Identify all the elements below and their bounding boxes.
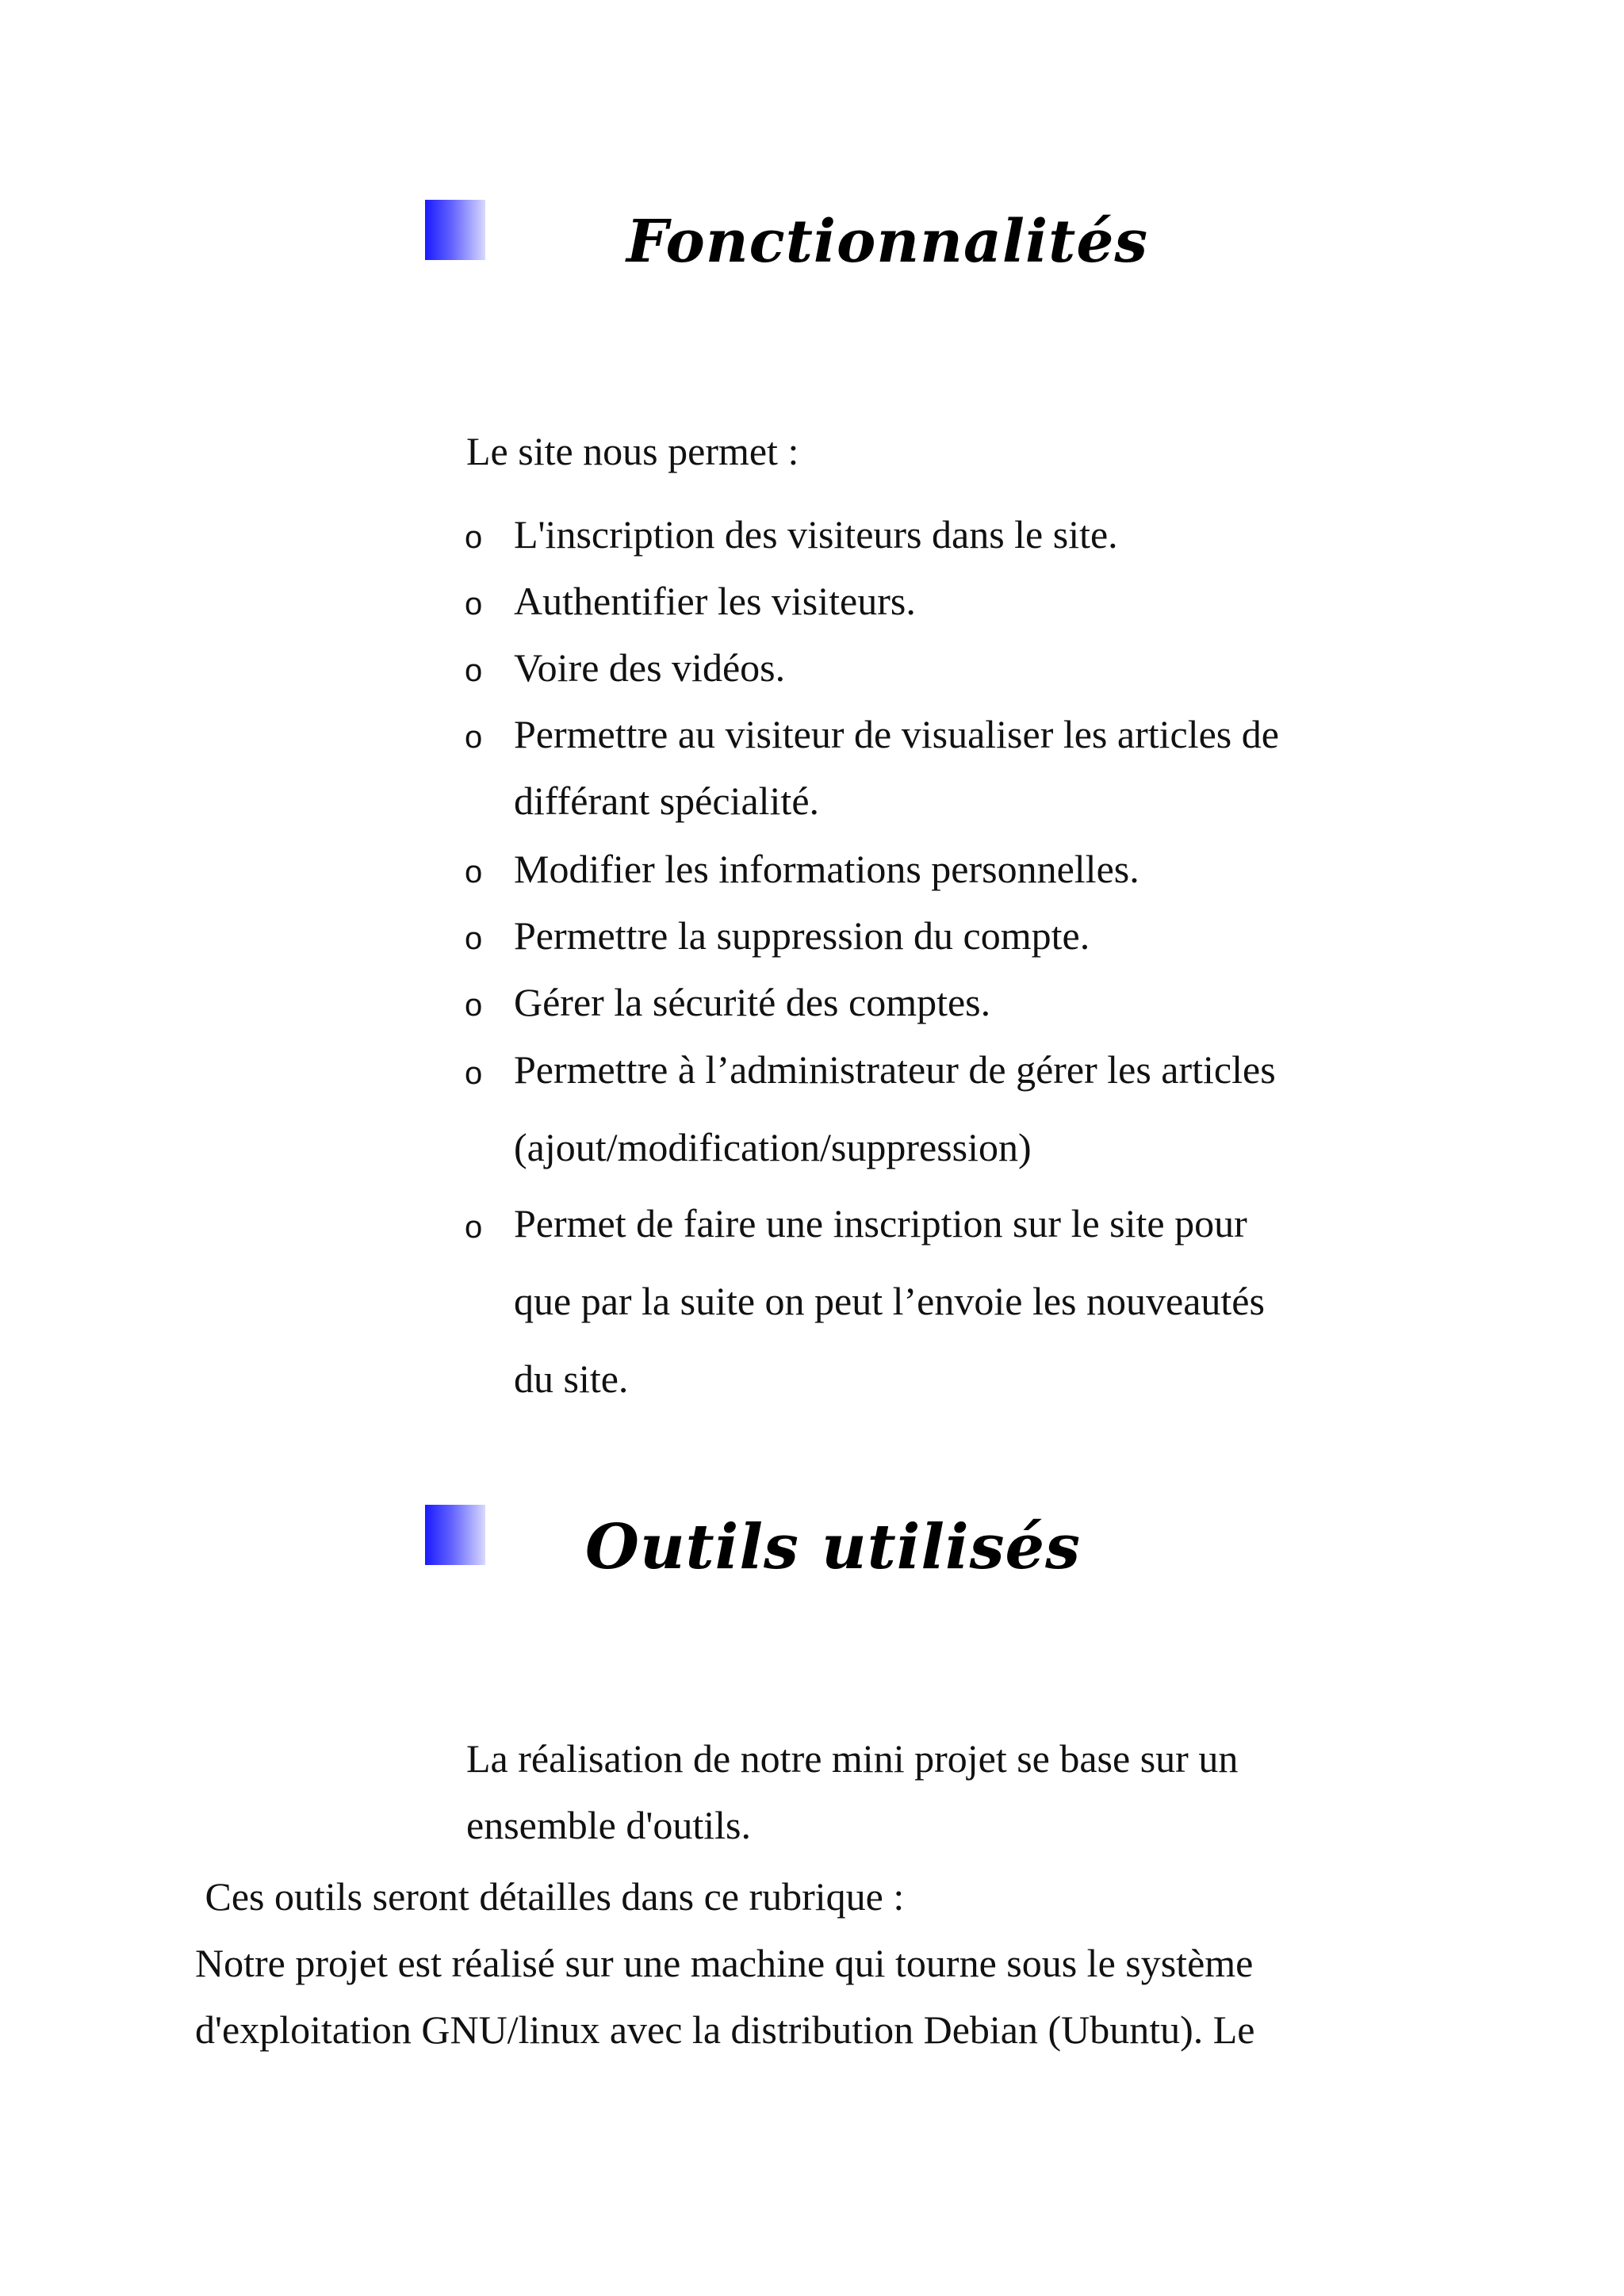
list-item-text: Permet de faire une inscription sur le site pour (514, 1201, 1247, 1246)
list-item-text: Permettre la suppression du compte. (514, 913, 1090, 958)
list-item (465, 969, 991, 1035)
list-bullet-icon: o (465, 988, 483, 1023)
list-bullet-icon: o (465, 653, 483, 688)
list-item-text: Authentifier les visiteurs. (514, 579, 916, 623)
list-item-text: que par la suite on peut l’envoie les nouveautés (514, 1279, 1265, 1323)
list-bullet-icon: o (465, 520, 483, 555)
list-bullet-icon: o (465, 587, 483, 622)
list-bullet-icon: o (465, 855, 483, 890)
paragraph-line: Notre projet est réalisé sur une machine qui tourne sous le système (195, 1941, 1254, 1985)
list-item-text: Permettre à l’administrateur de gérer les articles (514, 1047, 1276, 1092)
paragraph-system (195, 1930, 1255, 2063)
list-item (465, 701, 1279, 834)
section-title-outils-utilises: Outils utilisés (585, 1511, 1082, 1583)
list-item-text: différant spécialité. (514, 779, 820, 823)
paragraph-line: d'exploitation GNU/linux avec la distribution Debian (Ubuntu). Le (195, 2007, 1255, 2052)
list-bullet-icon: o (465, 1056, 483, 1091)
paragraph-intro-tools (466, 1725, 1238, 1858)
list-item (465, 902, 1090, 969)
paragraph-line: ensemble d'outils. (466, 1803, 751, 1847)
section-title-fonctionnalites: Fonctionnalités (626, 208, 1149, 276)
list-item (465, 501, 1118, 568)
section-bullet-square (425, 1505, 485, 1565)
paragraph-line: La réalisation de notre mini projet se base sur un (466, 1736, 1239, 1781)
list-item-text: Gérer la sécurité des comptes. (514, 980, 991, 1024)
list-item (465, 1184, 1265, 1418)
list-item (465, 568, 916, 634)
paragraph-tools-details: Ces outils seront détailles dans ce rubrique : (195, 1874, 905, 1919)
list-bullet-icon: o (465, 1210, 483, 1245)
list-bullet-icon: o (465, 720, 483, 755)
intro-text: Le site nous permet : (466, 429, 799, 473)
list-item (465, 634, 786, 701)
list-item-text: Permettre au visiteur de visualiser les articles de (514, 712, 1279, 756)
list-item-text: L'inscription des visiteurs dans le site. (514, 512, 1118, 557)
list-item-text: Modifier les informations personnelles. (514, 847, 1139, 891)
list-item-text: du site. (514, 1357, 629, 1401)
section-bullet-square (425, 200, 485, 260)
list-item-text: Voire des vidéos. (514, 645, 786, 690)
list-item-text: (ajout/modification/suppression) (514, 1125, 1032, 1169)
list-bullet-icon: o (465, 921, 483, 956)
list-item (465, 1031, 1276, 1186)
list-item (465, 836, 1139, 902)
